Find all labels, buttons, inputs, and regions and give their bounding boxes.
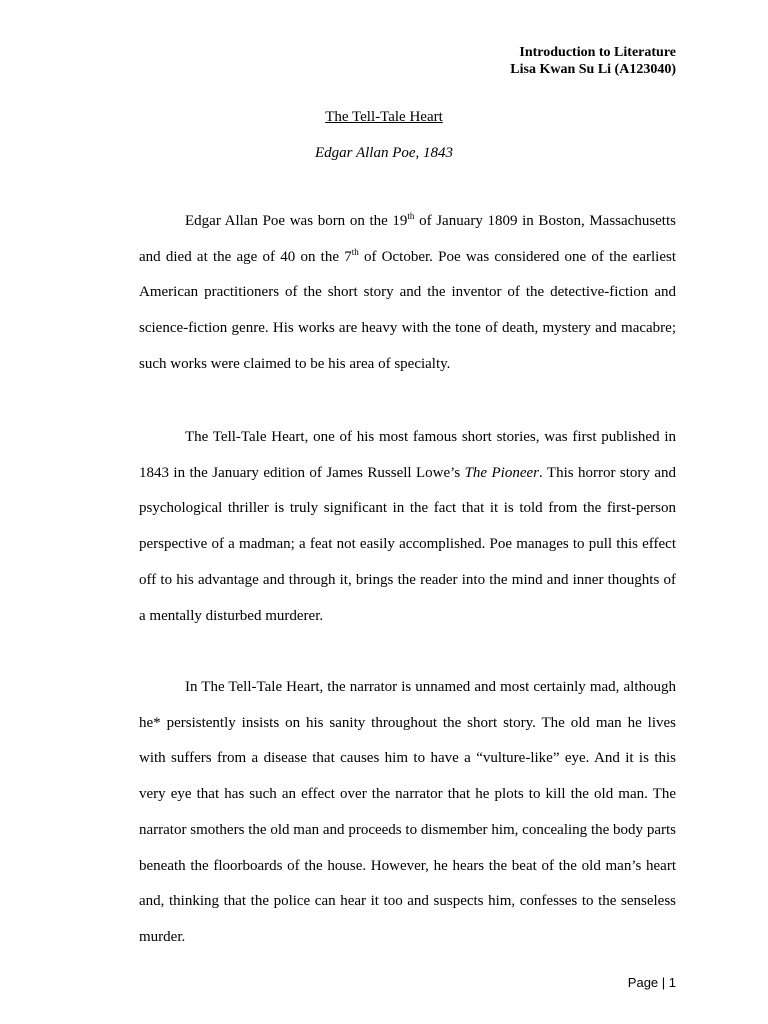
document-subtitle: Edgar Allan Poe, 1843 xyxy=(314,145,454,161)
ordinal-suffix: th xyxy=(407,211,415,221)
paragraph-1-part-3: of October. Poe was considered one of the earliest American practitioners of the short story and the inventor of the detective-fiction and science-fiction genre. His works are heavy with the tone of death, mystery and macabre; such works were claimed to be his area of specialty. xyxy=(139,248,676,372)
ordinal-suffix: th xyxy=(351,246,359,257)
student-name: Lisa Kwan Su Li (A123040) xyxy=(510,62,676,77)
course-name: Introduction to Literature xyxy=(519,45,676,60)
document-header xyxy=(510,44,676,78)
paragraph-3 xyxy=(139,670,676,956)
paragraph-2-part-2: . This horror story and psychological thriller is truly significant in the fact that it is told from the first-person perspective of a madman; a feat not easily accomplished. Poe manages to pull this effect off to his advantage and through it, brings the reader into the mind and inner thoughts of a mentally disturbed murderer. xyxy=(139,464,676,624)
paragraph-2 xyxy=(139,420,676,634)
page-number: Page | 1 xyxy=(627,975,676,990)
document-title: The Tell-Tale Heart xyxy=(325,109,443,125)
paragraph-1-part-2: of January 1809 in Boston, Massachusetts and died at the age of 40 on the 7 xyxy=(139,213,676,265)
paragraph-1-part-1: Edgar Allan Poe was born on the 19 xyxy=(185,213,408,229)
publication-title: The Pioneer xyxy=(464,464,539,481)
paragraph-1 xyxy=(139,204,676,383)
paragraph-3-text: In The Tell-Tale Heart, the narrator is unnamed and most certainly mad, although he* persistently insists on his sanity throughout the short story. The old man he lives with suffers from a disease that causes him to have a “vulture-like” eye. And it is this very eye that has such an effect over the narrator that he plots to kill the old man. The narrator smothers the old man and proceeds to dismember him, concealing the body parts beneath the floorboards of the house. However, he hears the beat of the old man’s heart and, thinking that the police can hear it too and suspects him, confesses to the senseless murder. xyxy=(139,679,676,945)
paragraph-2-part-1: The Tell-Tale Heart, one of his most famous short stories, was first published in 1843 in the January edition of James Russell Lowe’s xyxy=(139,429,676,481)
